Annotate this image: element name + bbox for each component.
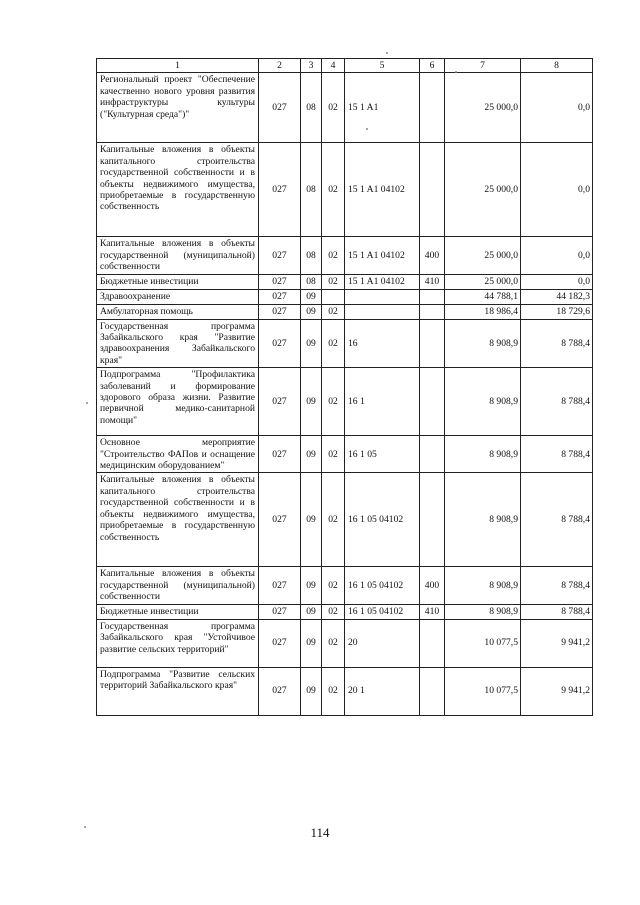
row-gr: 027	[259, 237, 301, 274]
row-pr: 02	[322, 619, 345, 667]
scan-speck	[386, 52, 388, 54]
table-row	[97, 436, 593, 473]
row-name: Государственная программа Забайкальского края "Развитие здравоохранения Забайкальского края"	[97, 319, 259, 368]
row-gr: 027	[259, 289, 301, 304]
header-cell: 7	[445, 59, 521, 73]
table-row	[97, 143, 593, 237]
row-sum-2: 8 788,4	[521, 319, 593, 368]
row-cs: 16 1 05	[345, 436, 420, 473]
row-rz: 09	[301, 319, 322, 368]
header-cell: 8	[521, 59, 593, 73]
scan-speck	[84, 826, 86, 828]
row-name: Подпрограмма "Развитие сельских территорий Забайкальского края"	[97, 667, 259, 715]
page-number: 114	[310, 825, 330, 840]
row-sum-1: 25 000,0	[445, 73, 521, 143]
scan-speck	[366, 128, 368, 130]
row-sum-2: 8 788,4	[521, 436, 593, 473]
row-pr: 02	[322, 567, 345, 604]
budget-table	[96, 58, 593, 716]
row-cs: 16	[345, 319, 420, 368]
row-sum-2: 8 788,4	[521, 368, 593, 436]
table-row	[97, 567, 593, 604]
header-cell: 2	[259, 59, 301, 73]
row-rz: 09	[301, 619, 322, 667]
row-name: Бюджетные инвестиции	[97, 604, 259, 619]
table-row	[97, 274, 593, 289]
row-cs: 15 1 A1 04102	[345, 143, 420, 237]
row-gr: 027	[259, 619, 301, 667]
row-cs: 20 1	[345, 667, 420, 715]
row-rz: 08	[301, 274, 322, 289]
table-row	[97, 368, 593, 436]
row-pr: 02	[322, 667, 345, 715]
row-pr: 02	[322, 604, 345, 619]
row-pr	[322, 289, 345, 304]
row-sum-1: 44 788,1	[445, 289, 521, 304]
row-rz: 08	[301, 143, 322, 237]
row-sum-2: 0,0	[521, 274, 593, 289]
row-name: Региональный проект "Обеспечение качественно нового уровня развития инфраструктуры культуры ("Культурная среда")"	[97, 73, 259, 143]
row-sum-2: 0,0	[521, 143, 593, 237]
row-gr: 027	[259, 304, 301, 319]
table-row	[97, 604, 593, 619]
row-sum-1: 8 908,9	[445, 368, 521, 436]
row-name: Амбулаторная помощь	[97, 304, 259, 319]
row-sum-2: 44 182,3	[521, 289, 593, 304]
row-name: Здравоохранение	[97, 289, 259, 304]
row-vr	[420, 473, 445, 567]
table-row	[97, 667, 593, 715]
row-vr	[420, 667, 445, 715]
row-cs: 20	[345, 619, 420, 667]
row-rz: 09	[301, 667, 322, 715]
row-vr	[420, 368, 445, 436]
header-cell: 4	[322, 59, 345, 73]
row-rz: 09	[301, 604, 322, 619]
header-cell: 5	[345, 59, 420, 73]
table-header-row	[97, 59, 593, 73]
row-rz: 09	[301, 473, 322, 567]
row-pr: 02	[322, 473, 345, 567]
row-name: Капитальные вложения в объекты государственной (муниципальной) собственности	[97, 237, 259, 274]
row-name: Основное мероприятие "Строительство ФАПов и оснащение медицинским оборудованием"	[97, 436, 259, 473]
scan-speck	[86, 402, 88, 404]
scan-speck	[455, 71, 457, 73]
row-vr: 410	[420, 274, 445, 289]
row-cs	[345, 289, 420, 304]
row-vr	[420, 143, 445, 237]
row-sum-2: 8 788,4	[521, 604, 593, 619]
row-pr: 02	[322, 274, 345, 289]
row-cs: 16 1	[345, 368, 420, 436]
row-gr: 027	[259, 436, 301, 473]
row-name: Бюджетные инвестиции	[97, 274, 259, 289]
table-row	[97, 473, 593, 567]
table-row	[97, 304, 593, 319]
row-vr	[420, 73, 445, 143]
row-name: Капитальные вложения в объекты государственной (муниципальной) собственности	[97, 567, 259, 604]
row-sum-2: 0,0	[521, 73, 593, 143]
row-vr	[420, 619, 445, 667]
row-rz: 09	[301, 567, 322, 604]
row-sum-2: 18 729,6	[521, 304, 593, 319]
row-sum-1: 25 000,0	[445, 237, 521, 274]
row-pr: 02	[322, 304, 345, 319]
row-vr	[420, 436, 445, 473]
row-cs: 16 1 05 04102	[345, 473, 420, 567]
row-cs: 16 1 05 04102	[345, 567, 420, 604]
row-sum-1: 18 986,4	[445, 304, 521, 319]
header-cell: 6	[420, 59, 445, 73]
row-rz: 09	[301, 436, 322, 473]
row-sum-1: 10 077,5	[445, 667, 521, 715]
row-cs	[345, 304, 420, 319]
row-vr	[420, 319, 445, 368]
header-cell: 3	[301, 59, 322, 73]
row-vr: 400	[420, 237, 445, 274]
row-cs: 16 1 05 04102	[345, 604, 420, 619]
row-pr: 02	[322, 143, 345, 237]
row-vr: 410	[420, 604, 445, 619]
row-pr: 02	[322, 237, 345, 274]
row-sum-2: 9 941,2	[521, 619, 593, 667]
row-sum-1: 25 000,0	[445, 143, 521, 237]
row-cs: 15 1 A1 04102	[345, 237, 420, 274]
row-pr: 02	[322, 319, 345, 368]
row-gr: 027	[259, 319, 301, 368]
row-gr: 027	[259, 73, 301, 143]
row-sum-1: 8 908,9	[445, 567, 521, 604]
row-vr: 400	[420, 567, 445, 604]
row-name: Капитальные вложения в объекты капитального строительства государственной собственности и в объекты недвижимого имущества, приобретаемые в государственную собственность	[97, 473, 259, 567]
row-sum-1: 10 077,5	[445, 619, 521, 667]
table-row	[97, 73, 593, 143]
row-pr: 02	[322, 73, 345, 143]
row-gr: 027	[259, 567, 301, 604]
row-name: Капитальные вложения в объекты капитального строительства государственной собственности и в объекты недвижимого имущества, приобретаемые в государственную собственность	[97, 143, 259, 237]
row-name: Подпрограмма "Профилактика заболеваний и формирование здорового образа жизни. Развитие первичной медико-санитарной помощи"	[97, 368, 259, 436]
row-gr: 027	[259, 473, 301, 567]
row-rz: 08	[301, 73, 322, 143]
row-gr: 027	[259, 667, 301, 715]
row-pr: 02	[322, 436, 345, 473]
row-sum-1: 8 908,9	[445, 319, 521, 368]
row-gr: 027	[259, 143, 301, 237]
row-gr: 027	[259, 274, 301, 289]
row-vr	[420, 289, 445, 304]
row-cs: 15 1 A1	[345, 73, 420, 143]
row-sum-1: 8 908,9	[445, 473, 521, 567]
row-sum-1: 25 000,0	[445, 274, 521, 289]
row-sum-2: 0,0	[521, 237, 593, 274]
row-pr: 02	[322, 368, 345, 436]
row-rz: 08	[301, 237, 322, 274]
row-name: Государственная программа Забайкальского края "Устойчивое развитие сельских территорий"	[97, 619, 259, 667]
table-row	[97, 319, 593, 368]
row-rz: 09	[301, 289, 322, 304]
header-cell: 1	[97, 59, 259, 73]
table-row	[97, 289, 593, 304]
row-rz: 09	[301, 368, 322, 436]
row-vr	[420, 304, 445, 319]
row-sum-1: 8 908,9	[445, 604, 521, 619]
row-rz: 09	[301, 304, 322, 319]
table-row	[97, 619, 593, 667]
table-row	[97, 237, 593, 274]
row-cs: 15 1 A1 04102	[345, 274, 420, 289]
row-sum-2: 8 788,4	[521, 473, 593, 567]
row-sum-2: 8 788,4	[521, 567, 593, 604]
row-gr: 027	[259, 604, 301, 619]
row-sum-1: 8 908,9	[445, 436, 521, 473]
row-gr: 027	[259, 368, 301, 436]
row-sum-2: 9 941,2	[521, 667, 593, 715]
